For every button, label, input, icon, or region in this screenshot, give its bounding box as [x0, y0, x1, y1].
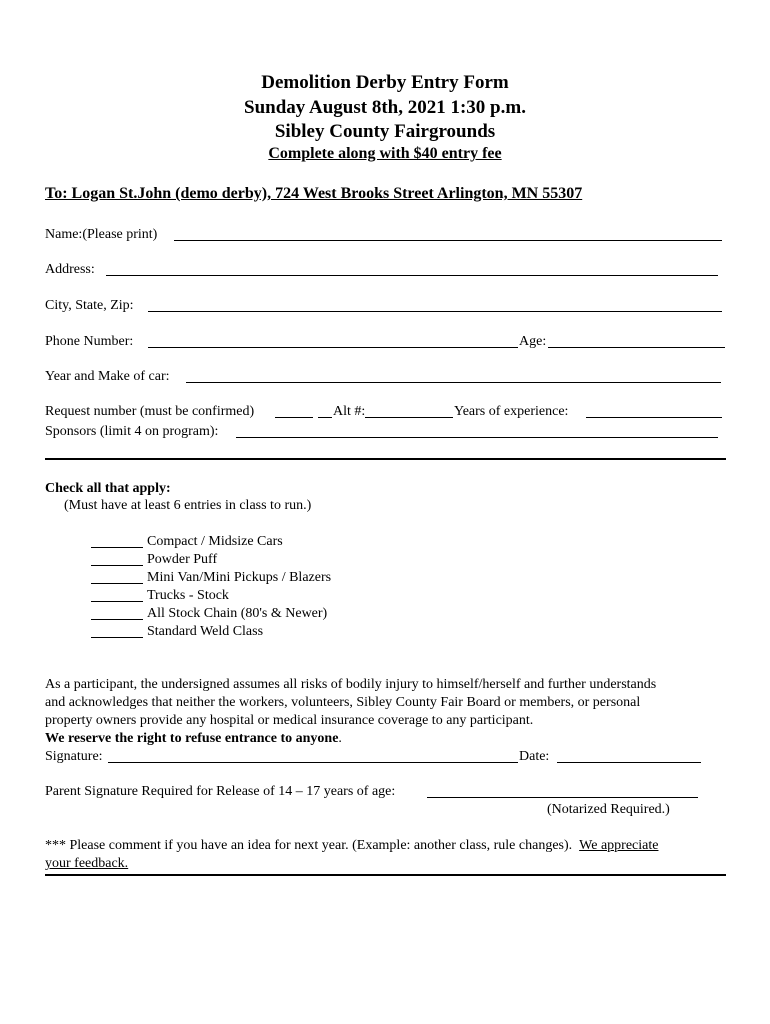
reserve-right-notice — [45, 731, 342, 747]
phone-field[interactable] — [148, 347, 518, 348]
feedback-appreciate: We appreciate — [579, 838, 659, 853]
class-label-stock-chain: All Stock Chain (80's & Newer) — [147, 606, 328, 621]
city-state-zip-label: City, State, Zip: — [45, 298, 134, 313]
car-field[interactable] — [186, 382, 721, 383]
signature-field[interactable] — [108, 762, 518, 763]
experience-label: Years of experience: — [454, 404, 569, 419]
classes-heading: Check all that apply: — [45, 481, 171, 496]
event-date: Sunday August 8th, 2021 1:30 p.m. — [244, 97, 526, 118]
name-field[interactable] — [174, 240, 722, 241]
class-label-mini-van: Mini Van/Mini Pickups / Blazers — [147, 570, 332, 585]
city-state-zip-field[interactable] — [148, 311, 722, 312]
bottom-divider — [45, 874, 726, 876]
parent-signature-field[interactable] — [427, 797, 698, 798]
alt-number-prefix-line — [318, 417, 332, 418]
alt-number-label: Alt #: — [333, 404, 366, 419]
feedback-appreciate-continued: your feedback. — [45, 856, 129, 871]
class-checkbox-powder-puff[interactable] — [91, 565, 143, 566]
class-checkbox-trucks[interactable] — [91, 601, 143, 602]
parent-signature-label: Parent Signature Required for Release of 14 – 17 years of age: — [45, 784, 396, 799]
request-number-field[interactable] — [275, 417, 313, 418]
address-label: Address: — [45, 262, 95, 277]
reserve-right-period: . — [338, 731, 342, 746]
notarized-note: (Notarized Required.) — [547, 802, 670, 817]
reserve-right-text: We reserve the right to refuse entrance to anyone — [45, 731, 339, 746]
class-checkbox-stock-chain[interactable] — [91, 619, 143, 620]
class-label-standard-weld: Standard Weld Class — [147, 624, 264, 639]
event-location: Sibley County Fairgrounds — [274, 121, 496, 142]
experience-field[interactable] — [586, 417, 722, 418]
phone-label: Phone Number: — [45, 334, 134, 349]
form-title: Demolition Derby Entry Form — [261, 72, 509, 93]
waiver-line-1: As a participant, the undersigned assumes all risks of bodily injury to himself/herself and further understands — [45, 677, 657, 692]
waiver-line-3: property owners provide any hospital or medical insurance coverage to any participant. — [45, 713, 534, 728]
signature-label: Signature: — [45, 749, 103, 764]
name-label: Name:(Please print) — [45, 227, 158, 242]
entry-fee-note: Complete along with $40 entry fee — [268, 145, 502, 162]
age-label: Age: — [519, 334, 547, 349]
address-field[interactable] — [106, 275, 718, 276]
sponsors-field[interactable] — [236, 437, 718, 438]
age-field[interactable] — [548, 347, 725, 348]
class-checkbox-standard-weld[interactable] — [91, 637, 143, 638]
section-divider — [45, 458, 726, 460]
date-label: Date: — [519, 749, 550, 764]
waiver-line-2: and acknowledges that neither the workers, volunteers, Sibley County Fair Board or members, or personal — [45, 695, 641, 710]
sponsors-label: Sponsors (limit 4 on program): — [45, 424, 219, 439]
class-label-compact: Compact / Midsize Cars — [147, 534, 283, 549]
car-label: Year and Make of car: — [45, 369, 170, 384]
feedback-text: *** Please comment if you have an idea for next year. (Example: another class, rule changes). — [45, 838, 573, 853]
date-field[interactable] — [557, 762, 701, 763]
alt-number-field[interactable] — [365, 417, 453, 418]
class-checkbox-compact[interactable] — [91, 547, 143, 548]
feedback-prompt — [45, 838, 658, 854]
class-label-trucks: Trucks - Stock — [147, 588, 229, 603]
class-checkbox-mini-van[interactable] — [91, 583, 143, 584]
class-label-powder-puff: Powder Puff — [147, 552, 218, 567]
mailing-address: To: Logan St.John (demo derby), 724 West Brooks Street Arlington, MN 55307 — [45, 185, 583, 202]
classes-note: (Must have at least 6 entries in class to run.) — [64, 498, 312, 513]
request-number-label: Request number (must be confirmed) — [45, 404, 255, 419]
